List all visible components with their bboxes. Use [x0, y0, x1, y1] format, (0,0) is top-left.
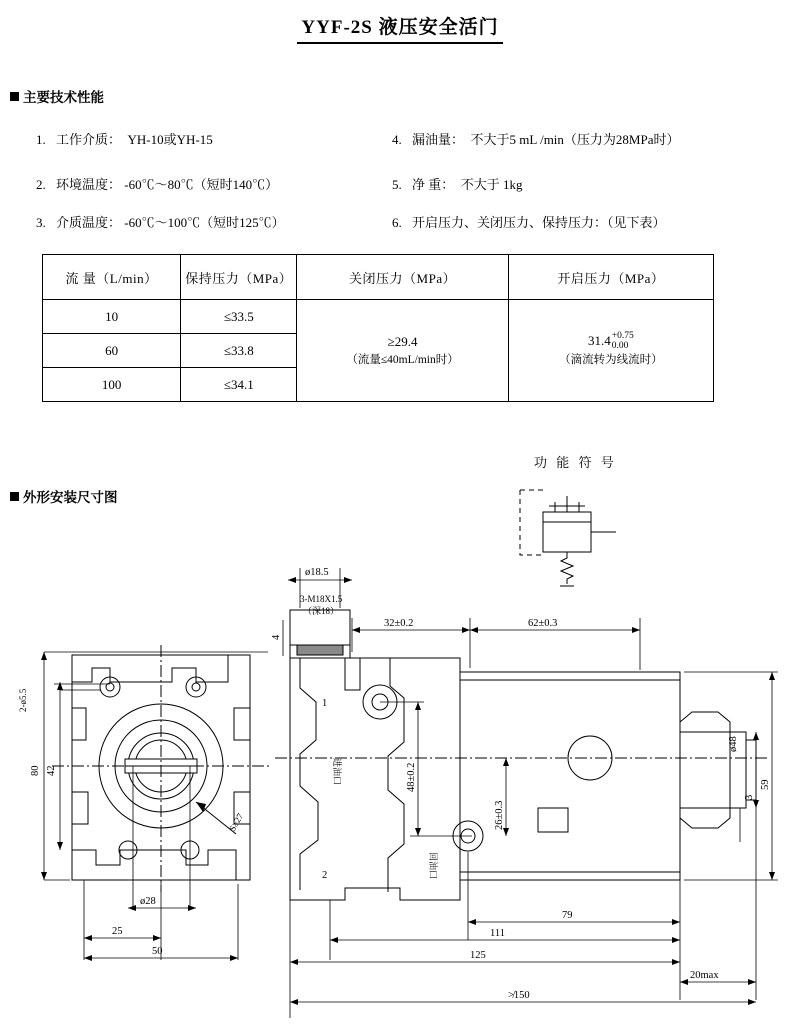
table-header-row [43, 255, 714, 300]
section-heading-performance-label: 主要技术性能 [23, 90, 104, 105]
spec-item-5 [392, 174, 523, 193]
cell-hold: ≤33.8 [181, 334, 297, 368]
label-dim-79: 79 [562, 910, 573, 921]
function-symbol-heading: 功 能 符 号 [534, 455, 617, 470]
label-dim-80: 80 [30, 765, 41, 776]
label-port-out: 回油口 [428, 852, 438, 880]
label-dim-150: ≯150 [508, 990, 530, 1001]
label-d48: ø48 [728, 736, 739, 752]
label-dim-125: 125 [470, 950, 486, 961]
label-dim-26: 26±0.3 [494, 800, 505, 830]
spec-label: 环境温度： [56, 177, 122, 192]
label-dim-59: 59 [760, 779, 771, 790]
label-dim-3: 3 [744, 794, 755, 800]
label-dim-42: 42 [46, 765, 57, 776]
spec-item-1 [36, 129, 213, 148]
spec-value: 不大于 1kg [460, 177, 523, 192]
section-view [275, 610, 770, 900]
label-d28: ø28 [140, 896, 156, 907]
label-dim-20max: 20max [690, 970, 719, 981]
square-bullet-icon [10, 92, 19, 101]
spec-value: -60℃～80℃（短时140℃） [124, 177, 279, 192]
label-num-1: 1 [322, 698, 328, 709]
cell-flow: 100 [43, 368, 181, 402]
spec-number: 5. [392, 177, 402, 192]
table-row [43, 300, 714, 334]
table-header-open: 开启压力（MPa） [508, 255, 713, 300]
table-header-flow: 流 量（L/min） [43, 255, 181, 300]
label-dim-50: 50 [152, 946, 163, 957]
spec-value: -60℃～100℃（短时125℃） [124, 215, 285, 230]
page-title: YYF-2S 液压安全活门 [297, 12, 502, 44]
label-2x55: 2-ø5.5 [18, 688, 28, 712]
label-dim-62: 62±0.3 [528, 618, 558, 629]
label-num-2: 2 [322, 870, 328, 881]
spec-item-6 [392, 212, 666, 231]
spec-number: 1. [36, 132, 46, 147]
open-pressure-note: （滴流转为线流时） [559, 354, 663, 367]
title-container [0, 12, 800, 44]
cell-flow: 10 [43, 300, 181, 334]
close-pressure-note: （流量≤40mL/min时） [346, 353, 459, 366]
label-thread: 3-M18X1.5 [300, 594, 343, 604]
tolerance-lower: 0.00 [611, 341, 629, 352]
spec-label: 开启压力、关闭压力、保持压力：（见下表） [412, 215, 666, 230]
close-pressure-main: ≥29.4 [387, 333, 418, 349]
pressure-table [42, 254, 714, 402]
spec-number: 6. [392, 215, 402, 230]
label-depth: （深18） [303, 606, 340, 616]
tolerance-upper: +0.75 [611, 331, 634, 342]
spec-value: YH-10或YH-15 [127, 132, 213, 147]
label-port-in: 进油口 [332, 758, 342, 786]
label-dim-25: 25 [112, 926, 123, 937]
engineering-drawing [0, 440, 800, 1030]
table-header-hold: 保持压力（MPa） [181, 255, 297, 300]
label-dim-32: 32±0.2 [384, 618, 414, 629]
section-heading-dimensions-label: 外形安装尺寸图 [23, 490, 118, 505]
front-view [52, 645, 272, 892]
cell-hold: ≤33.5 [181, 300, 297, 334]
cell-close-pressure [297, 300, 508, 402]
label-4: 4 [271, 634, 282, 640]
spec-label: 漏油量： [412, 132, 465, 147]
label-d185: ø18.5 [305, 567, 329, 578]
cell-open-pressure [508, 300, 713, 402]
cell-flow: 60 [43, 334, 181, 368]
label-dim-48: 48±0.2 [406, 762, 417, 792]
spec-item-2 [36, 174, 278, 193]
open-pressure-tolerance [612, 332, 634, 352]
spec-label: 工作介质： [56, 132, 122, 147]
table-header-close: 关闭压力（MPa） [297, 255, 508, 300]
function-symbol-diagram [520, 490, 616, 586]
spec-item-4 [392, 129, 679, 148]
spec-number: 2. [36, 177, 46, 192]
cell-hold: ≤34.1 [181, 368, 297, 402]
open-pressure-main [509, 332, 713, 352]
spec-item-3 [36, 212, 285, 231]
spec-label: 介质温度： [56, 215, 122, 230]
section-heading-performance [10, 86, 104, 106]
spec-number: 3. [36, 215, 46, 230]
open-pressure-value: 31.4 [587, 333, 611, 349]
spec-label: 净 重： [412, 177, 455, 192]
spec-value: 不大于5 mL /min（压力为28MPa时） [470, 132, 680, 147]
label-s27: S≥27 [227, 811, 246, 833]
label-dim-111: 111 [490, 928, 505, 939]
spec-number: 4. [392, 132, 402, 147]
